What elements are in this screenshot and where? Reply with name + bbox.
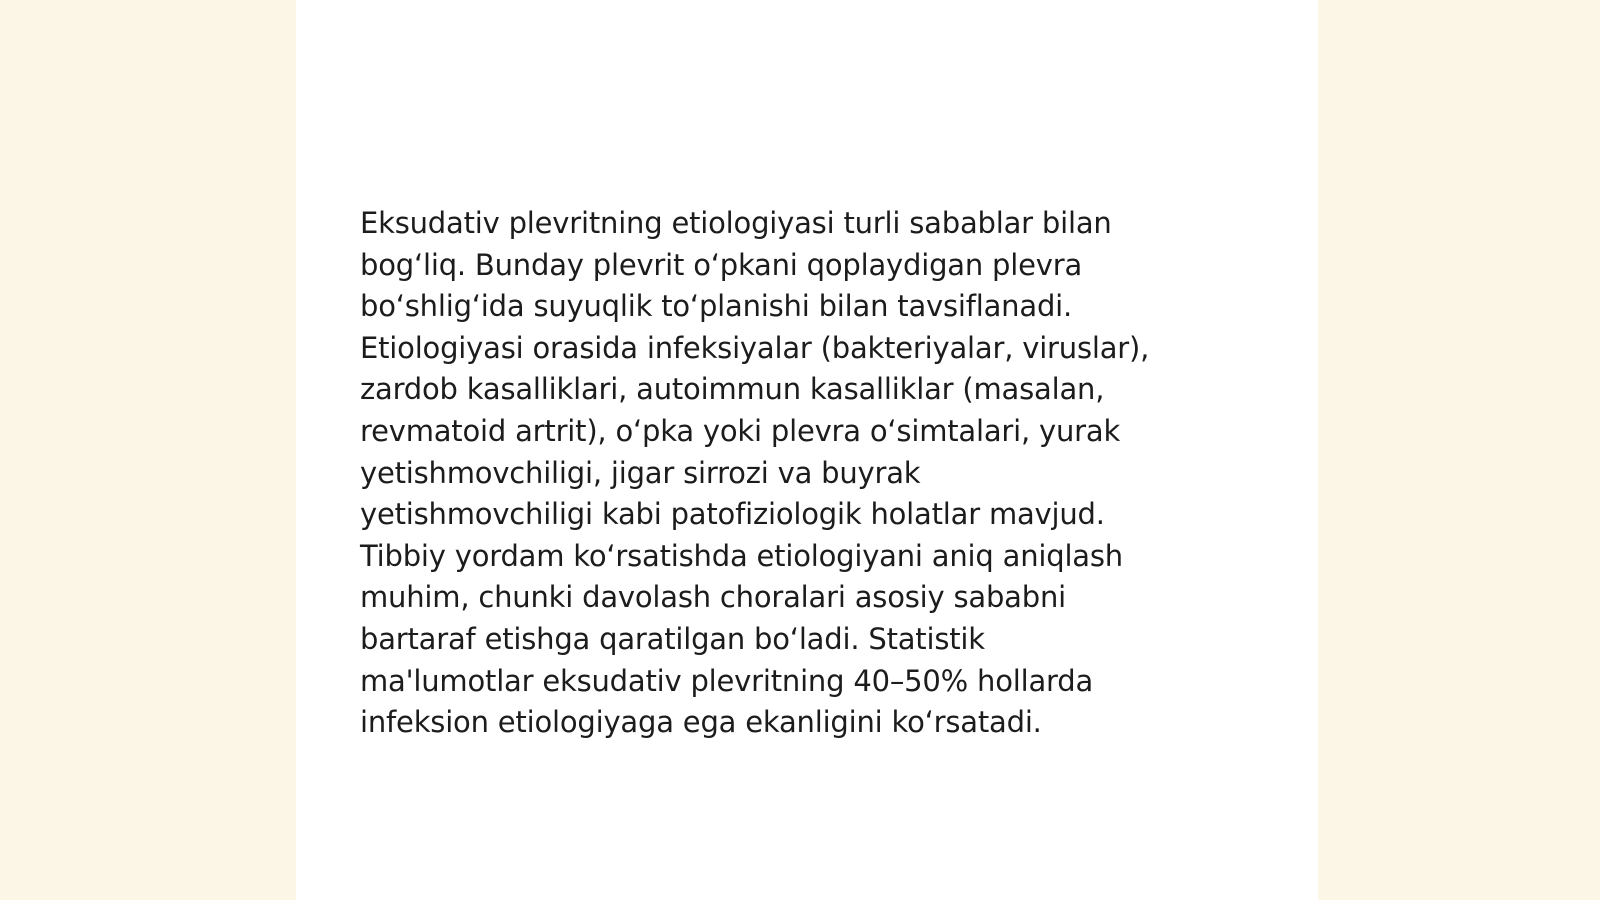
paragraph-line-13: infeksion etiologiyaga ega ekanligini ko‘rsatadi. bbox=[360, 705, 1042, 740]
paragraph-line-3: bo‘shlig‘ida suyuqlik to‘planishi bilan tavsiflanadi. bbox=[360, 289, 1073, 324]
right-margin-panel bbox=[1318, 0, 1600, 900]
paragraph-line-10: muhim, chunki davolash choralari asosiy sababni bbox=[360, 580, 1066, 615]
paragraph-line-11: bartaraf etishga qaratilgan bo‘ladi. Statistik bbox=[360, 621, 985, 656]
left-margin-panel bbox=[0, 0, 296, 900]
paragraph-line-7: yetishmovchiligi, jigar sirrozi va buyrak bbox=[360, 455, 921, 490]
paragraph-line-4: Etiologiyasi orasida infeksiyalar (bakteriyalar, viruslar), bbox=[360, 330, 1150, 365]
paragraph-line-2: bog‘liq. Bunday plevrit o‘pkani qoplaydigan plevra bbox=[360, 247, 1083, 282]
paragraph-line-12: ma'lumotlar eksudativ plevritning 40–50% hollarda bbox=[360, 663, 1094, 698]
paragraph-line-6: revmatoid artrit), o‘pka yoki plevra o‘simtalari, yurak bbox=[360, 413, 1121, 448]
paragraph-line-8: yetishmovchiligi kabi patofiziologik holatlar mavjud. bbox=[360, 497, 1105, 532]
body-paragraph bbox=[360, 203, 1260, 744]
paragraph-line-1: Eksudativ plevritning etiologiyasi turli sabablar bilan bbox=[360, 206, 1112, 240]
paragraph-line-9: Tibbiy yordam ko‘rsatishda etiologiyani aniq aniqlash bbox=[360, 538, 1123, 573]
paragraph-line-5: zardob kasalliklari, autoimmun kasalliklar (masalan, bbox=[360, 372, 1105, 407]
document-page bbox=[296, 0, 1318, 900]
